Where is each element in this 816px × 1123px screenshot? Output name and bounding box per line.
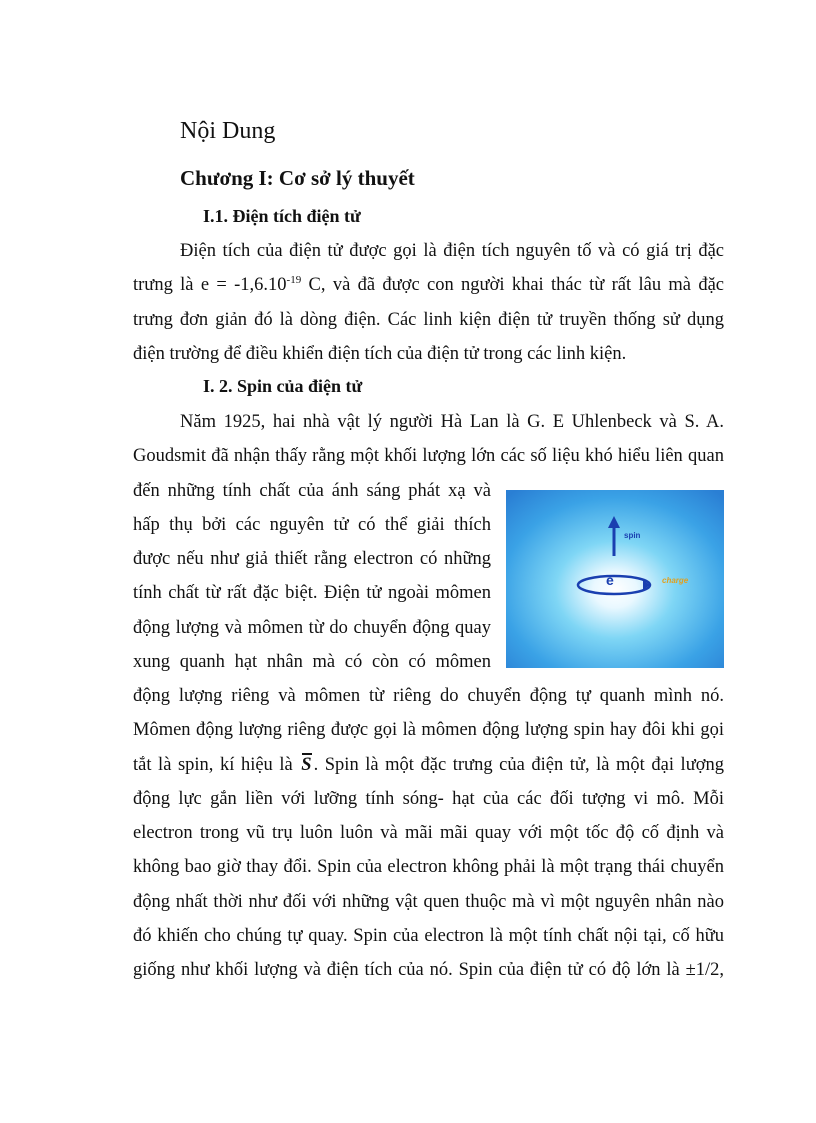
section-2-line-9: động lượng riêng và mômen từ riêng do chuyển động tự quanh mình nó.	[133, 686, 724, 706]
electron-spin-diagram	[506, 490, 724, 668]
section-2-line-17: giống như khối lượng và điện tích của nó. Spin của điện tử có độ lớn là ±1/2,	[133, 960, 724, 980]
section-2-line-7: động lượng và mômen từ do chuyển động quay	[133, 618, 491, 638]
section-2-line-1: Năm 1925, hai nhà vật lý người Hà Lan là G. E Uhlenbeck và S. A.	[180, 412, 724, 432]
electron-spin-figure	[506, 490, 724, 668]
section-2-line-8: xung quanh hạt nhân mà có còn có mômen	[133, 652, 491, 672]
section-1-line-2	[133, 273, 724, 297]
section-2-title: I. 2. Spin của điện tử	[203, 376, 363, 396]
charge-label: charge	[662, 576, 689, 585]
section-2-line-3: đến những tính chất của ánh sáng phát xạ và	[133, 481, 491, 501]
section-1-line-1: Điện tích của điện tử được gọi là điện tích nguyên tố và có giá trị đặc	[180, 241, 724, 261]
section-2-line-2: Goudsmit đã nhận thấy rằng một khối lượng lớn các số liệu khó hiểu liên quan	[133, 446, 724, 466]
section-2-line-11	[133, 753, 724, 777]
spin-symbol-intro: tắt là spin, kí hiệu là	[133, 755, 300, 775]
section-1-line-3: trưng đơn giản đó là dòng điện. Các linh kiện điện tử truyền thống sử dụng	[133, 310, 724, 330]
charge-exponent: -19	[286, 273, 302, 286]
spin-label: spin	[624, 531, 641, 540]
section-2-line-12: động lực gắn liền với lưỡng tính sóng- hạt của các đối tượng vi mô. Mỗi	[133, 789, 724, 809]
section-2-line-14: không bao giờ thay đổi. Spin của electron không phải là một trạng thái chuyển	[133, 857, 724, 877]
page-title: Nội Dung	[180, 118, 276, 144]
section-2-line-13: electron trong vũ trụ luôn luôn và mãi mãi quay với một tốc độ cố định và	[133, 823, 724, 843]
electron-symbol: e−	[606, 571, 620, 588]
charge-formula: trưng là e = -1,6.10	[133, 275, 287, 295]
section-1-title: I.1. Điện tích điện tử	[203, 206, 361, 226]
spin-symbol-rest: . Spin là một đặc trưng của điện tử, là một đại lượng	[313, 755, 724, 775]
charge-formula-rest: C, và đã được con người khai thác từ rất lâu mà đặc	[301, 275, 724, 295]
section-2-line-5: được nếu như giả thiết rằng electron có những	[133, 549, 491, 569]
spin-vector-symbol: S	[301, 755, 312, 775]
section-2-line-6: tính chất từ rất đặc biệt. Điện tử ngoài mômen	[133, 583, 491, 603]
section-2-line-16: đó khiến cho chúng tự quay. Spin của electron là một tính chất nội tại, cố hữu	[133, 926, 724, 946]
chapter-title: Chương I: Cơ sở lý thuyết	[180, 166, 415, 190]
section-2-line-15: động nhất thời như đối với những vật quen thuộc mà vì một nguyên nhân nào	[133, 892, 724, 912]
section-2-line-4: hấp thụ bởi các nguyên tử có thể giải thích	[133, 515, 491, 535]
section-1-line-4: điện trường để điều khiển điện tích của điện tử trong các linh kiện.	[133, 344, 627, 364]
section-2-line-10: Mômen động lượng riêng được gọi là mômen động lượng spin hay đôi khi gọi	[133, 720, 724, 740]
